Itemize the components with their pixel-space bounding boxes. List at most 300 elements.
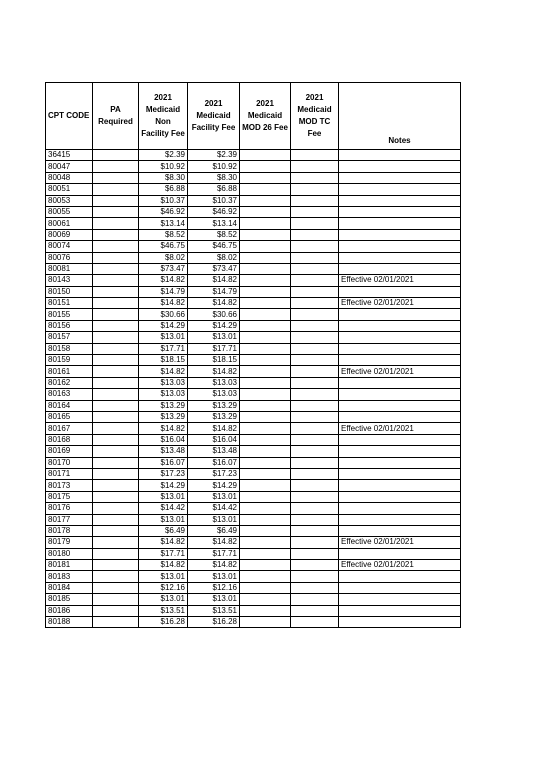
cell-modtc-fee bbox=[291, 514, 339, 525]
cell-modtc-fee bbox=[291, 184, 339, 195]
cell-pa-required bbox=[93, 480, 139, 491]
cell-pa-required bbox=[93, 389, 139, 400]
cell-modtc-fee bbox=[291, 457, 339, 468]
cell-pa-required bbox=[93, 275, 139, 286]
table-row bbox=[46, 218, 461, 229]
cell-pa-required bbox=[93, 582, 139, 593]
cell-facility-fee: $6.49 bbox=[188, 525, 240, 536]
cell-pa-required bbox=[93, 241, 139, 252]
table-row bbox=[46, 195, 461, 206]
cell-cpt-code: 80169 bbox=[46, 446, 93, 457]
table-row bbox=[46, 423, 461, 434]
cell-cpt-code: 80069 bbox=[46, 229, 93, 240]
cell-mod26-fee bbox=[240, 605, 291, 616]
cell-mod26-fee bbox=[240, 389, 291, 400]
cell-facility-fee: $13.01 bbox=[188, 514, 240, 525]
cell-non-facility-fee: $14.82 bbox=[139, 537, 188, 548]
cell-facility-fee: $13.29 bbox=[188, 400, 240, 411]
cell-facility-fee: $16.07 bbox=[188, 457, 240, 468]
cell-mod26-fee bbox=[240, 480, 291, 491]
cell-mod26-fee bbox=[240, 161, 291, 172]
cell-facility-fee: $14.82 bbox=[188, 560, 240, 571]
cell-pa-required bbox=[93, 560, 139, 571]
cell-cpt-code: 80175 bbox=[46, 491, 93, 502]
cell-mod26-fee bbox=[240, 560, 291, 571]
cell-mod26-fee bbox=[240, 229, 291, 240]
cell-pa-required bbox=[93, 503, 139, 514]
cell-notes bbox=[339, 241, 461, 252]
table-row bbox=[46, 434, 461, 445]
table-row bbox=[46, 411, 461, 422]
cell-notes bbox=[339, 457, 461, 468]
cell-modtc-fee bbox=[291, 241, 339, 252]
cell-cpt-code: 80179 bbox=[46, 537, 93, 548]
cell-facility-fee: $30.66 bbox=[188, 309, 240, 320]
cell-cpt-code: 80156 bbox=[46, 320, 93, 331]
cell-modtc-fee bbox=[291, 446, 339, 457]
cell-facility-fee: $13.29 bbox=[188, 411, 240, 422]
cell-mod26-fee bbox=[240, 298, 291, 309]
cell-modtc-fee bbox=[291, 537, 339, 548]
cell-pa-required bbox=[93, 195, 139, 206]
cell-cpt-code: 80183 bbox=[46, 571, 93, 582]
cell-pa-required bbox=[93, 411, 139, 422]
table-row bbox=[46, 503, 461, 514]
table-row bbox=[46, 332, 461, 343]
cell-mod26-fee bbox=[240, 184, 291, 195]
cell-mod26-fee bbox=[240, 377, 291, 388]
cell-notes bbox=[339, 468, 461, 479]
cell-mod26-fee bbox=[240, 320, 291, 331]
header-mod26-fee: 2021 Medicaid MOD 26 Fee bbox=[240, 83, 291, 150]
table-row bbox=[46, 309, 461, 320]
cell-non-facility-fee: $14.42 bbox=[139, 503, 188, 514]
cell-notes bbox=[339, 195, 461, 206]
cell-facility-fee: $6.88 bbox=[188, 184, 240, 195]
header-cpt-code: CPT CODE bbox=[46, 83, 93, 150]
cell-notes: Effective 02/01/2021 bbox=[339, 298, 461, 309]
cell-notes bbox=[339, 514, 461, 525]
cell-cpt-code: 80173 bbox=[46, 480, 93, 491]
cell-cpt-code: 36415 bbox=[46, 150, 93, 161]
header-notes: Notes bbox=[339, 83, 461, 150]
cell-cpt-code: 80076 bbox=[46, 252, 93, 263]
cell-cpt-code: 80171 bbox=[46, 468, 93, 479]
cell-notes: Effective 02/01/2021 bbox=[339, 275, 461, 286]
cell-pa-required bbox=[93, 184, 139, 195]
table-row bbox=[46, 343, 461, 354]
cell-pa-required bbox=[93, 366, 139, 377]
header-facility-fee: 2021 Medicaid Facility Fee bbox=[188, 83, 240, 150]
cell-notes bbox=[339, 218, 461, 229]
cell-modtc-fee bbox=[291, 605, 339, 616]
cell-non-facility-fee: $10.37 bbox=[139, 195, 188, 206]
cell-facility-fee: $16.04 bbox=[188, 434, 240, 445]
cell-cpt-code: 80159 bbox=[46, 355, 93, 366]
cell-notes bbox=[339, 309, 461, 320]
cell-mod26-fee bbox=[240, 241, 291, 252]
cell-facility-fee: $8.52 bbox=[188, 229, 240, 240]
table-row bbox=[46, 184, 461, 195]
cell-pa-required bbox=[93, 206, 139, 217]
cell-non-facility-fee: $16.28 bbox=[139, 617, 188, 628]
cell-facility-fee: $18.15 bbox=[188, 355, 240, 366]
cell-modtc-fee bbox=[291, 617, 339, 628]
cell-modtc-fee bbox=[291, 275, 339, 286]
cell-pa-required bbox=[93, 491, 139, 502]
cell-facility-fee: $13.01 bbox=[188, 491, 240, 502]
cell-mod26-fee bbox=[240, 582, 291, 593]
cell-notes bbox=[339, 332, 461, 343]
cell-modtc-fee bbox=[291, 263, 339, 274]
cell-facility-fee: $46.75 bbox=[188, 241, 240, 252]
cell-mod26-fee bbox=[240, 263, 291, 274]
cell-modtc-fee bbox=[291, 286, 339, 297]
cell-modtc-fee bbox=[291, 594, 339, 605]
cell-cpt-code: 80074 bbox=[46, 241, 93, 252]
cell-facility-fee: $17.71 bbox=[188, 343, 240, 354]
cell-mod26-fee bbox=[240, 286, 291, 297]
cell-notes bbox=[339, 229, 461, 240]
cell-modtc-fee bbox=[291, 320, 339, 331]
cell-notes bbox=[339, 605, 461, 616]
cell-non-facility-fee: $13.01 bbox=[139, 571, 188, 582]
cell-non-facility-fee: $17.23 bbox=[139, 468, 188, 479]
table-row bbox=[46, 320, 461, 331]
cell-cpt-code: 80176 bbox=[46, 503, 93, 514]
cell-notes bbox=[339, 252, 461, 263]
cell-non-facility-fee: $13.01 bbox=[139, 491, 188, 502]
cell-notes: Effective 02/01/2021 bbox=[339, 537, 461, 548]
cell-facility-fee: $10.92 bbox=[188, 161, 240, 172]
cell-mod26-fee bbox=[240, 503, 291, 514]
cell-facility-fee: $14.82 bbox=[188, 275, 240, 286]
cell-non-facility-fee: $46.92 bbox=[139, 206, 188, 217]
cell-cpt-code: 80047 bbox=[46, 161, 93, 172]
cell-pa-required bbox=[93, 571, 139, 582]
cell-notes bbox=[339, 594, 461, 605]
cell-modtc-fee bbox=[291, 229, 339, 240]
cell-pa-required bbox=[93, 434, 139, 445]
cell-cpt-code: 80177 bbox=[46, 514, 93, 525]
cell-non-facility-fee: $14.79 bbox=[139, 286, 188, 297]
cell-facility-fee: $2.39 bbox=[188, 150, 240, 161]
cell-pa-required bbox=[93, 161, 139, 172]
cell-modtc-fee bbox=[291, 343, 339, 354]
cell-cpt-code: 80184 bbox=[46, 582, 93, 593]
cell-modtc-fee bbox=[291, 503, 339, 514]
cell-facility-fee: $13.01 bbox=[188, 571, 240, 582]
cell-facility-fee: $13.01 bbox=[188, 332, 240, 343]
cell-mod26-fee bbox=[240, 514, 291, 525]
cell-modtc-fee bbox=[291, 434, 339, 445]
cell-cpt-code: 80158 bbox=[46, 343, 93, 354]
cell-non-facility-fee: $14.82 bbox=[139, 298, 188, 309]
cell-facility-fee: $8.30 bbox=[188, 172, 240, 183]
table-row bbox=[46, 172, 461, 183]
cell-modtc-fee bbox=[291, 560, 339, 571]
cell-facility-fee: $14.42 bbox=[188, 503, 240, 514]
table-row bbox=[46, 252, 461, 263]
cell-mod26-fee bbox=[240, 172, 291, 183]
cell-non-facility-fee: $6.49 bbox=[139, 525, 188, 536]
table-row bbox=[46, 377, 461, 388]
cell-modtc-fee bbox=[291, 172, 339, 183]
cell-facility-fee: $13.51 bbox=[188, 605, 240, 616]
cell-pa-required bbox=[93, 355, 139, 366]
cell-non-facility-fee: $8.02 bbox=[139, 252, 188, 263]
cell-mod26-fee bbox=[240, 343, 291, 354]
cell-facility-fee: $13.14 bbox=[188, 218, 240, 229]
cell-modtc-fee bbox=[291, 480, 339, 491]
cell-mod26-fee bbox=[240, 457, 291, 468]
cell-non-facility-fee: $16.04 bbox=[139, 434, 188, 445]
cell-modtc-fee bbox=[291, 377, 339, 388]
table-row bbox=[46, 229, 461, 240]
cell-pa-required bbox=[93, 605, 139, 616]
cell-mod26-fee bbox=[240, 594, 291, 605]
cell-notes bbox=[339, 286, 461, 297]
table-row bbox=[46, 605, 461, 616]
cell-mod26-fee bbox=[240, 366, 291, 377]
cell-mod26-fee bbox=[240, 400, 291, 411]
cell-pa-required bbox=[93, 446, 139, 457]
cell-non-facility-fee: $14.29 bbox=[139, 320, 188, 331]
cell-non-facility-fee: $14.82 bbox=[139, 423, 188, 434]
cell-mod26-fee bbox=[240, 411, 291, 422]
cell-non-facility-fee: $13.29 bbox=[139, 400, 188, 411]
cell-cpt-code: 80165 bbox=[46, 411, 93, 422]
cell-non-facility-fee: $18.15 bbox=[139, 355, 188, 366]
cell-modtc-fee bbox=[291, 309, 339, 320]
cell-non-facility-fee: $12.16 bbox=[139, 582, 188, 593]
cell-notes bbox=[339, 377, 461, 388]
cell-non-facility-fee: $8.30 bbox=[139, 172, 188, 183]
cell-mod26-fee bbox=[240, 275, 291, 286]
table-row bbox=[46, 263, 461, 274]
cell-non-facility-fee: $2.39 bbox=[139, 150, 188, 161]
table-row bbox=[46, 275, 461, 286]
cell-facility-fee: $16.28 bbox=[188, 617, 240, 628]
cell-cpt-code: 80161 bbox=[46, 366, 93, 377]
cell-facility-fee: $17.23 bbox=[188, 468, 240, 479]
cell-cpt-code: 80151 bbox=[46, 298, 93, 309]
cell-non-facility-fee: $46.75 bbox=[139, 241, 188, 252]
cell-mod26-fee bbox=[240, 446, 291, 457]
cell-notes bbox=[339, 343, 461, 354]
cell-facility-fee: $17.71 bbox=[188, 548, 240, 559]
cell-non-facility-fee: $14.82 bbox=[139, 366, 188, 377]
cell-non-facility-fee: $8.52 bbox=[139, 229, 188, 240]
table-row bbox=[46, 617, 461, 628]
cell-notes bbox=[339, 582, 461, 593]
cell-facility-fee: $13.03 bbox=[188, 377, 240, 388]
cell-facility-fee: $14.82 bbox=[188, 298, 240, 309]
table-row bbox=[46, 355, 461, 366]
cell-pa-required bbox=[93, 309, 139, 320]
cell-non-facility-fee: $13.01 bbox=[139, 594, 188, 605]
cell-non-facility-fee: $6.88 bbox=[139, 184, 188, 195]
cell-non-facility-fee: $13.01 bbox=[139, 514, 188, 525]
cell-mod26-fee bbox=[240, 525, 291, 536]
cell-modtc-fee bbox=[291, 161, 339, 172]
cell-modtc-fee bbox=[291, 400, 339, 411]
cell-facility-fee: $14.29 bbox=[188, 320, 240, 331]
cell-non-facility-fee: $14.82 bbox=[139, 275, 188, 286]
cell-cpt-code: 80055 bbox=[46, 206, 93, 217]
cell-pa-required bbox=[93, 150, 139, 161]
cell-modtc-fee bbox=[291, 582, 339, 593]
cell-non-facility-fee: $13.03 bbox=[139, 389, 188, 400]
cell-modtc-fee bbox=[291, 548, 339, 559]
cell-non-facility-fee: $17.71 bbox=[139, 548, 188, 559]
table-row bbox=[46, 594, 461, 605]
cell-mod26-fee bbox=[240, 252, 291, 263]
header-row bbox=[46, 83, 461, 150]
cell-modtc-fee bbox=[291, 411, 339, 422]
cell-cpt-code: 80143 bbox=[46, 275, 93, 286]
table-row bbox=[46, 491, 461, 502]
table-row bbox=[46, 468, 461, 479]
cell-non-facility-fee: $73.47 bbox=[139, 263, 188, 274]
table-row bbox=[46, 286, 461, 297]
cell-cpt-code: 80048 bbox=[46, 172, 93, 183]
cell-cpt-code: 80157 bbox=[46, 332, 93, 343]
cell-mod26-fee bbox=[240, 150, 291, 161]
cell-notes bbox=[339, 206, 461, 217]
cell-pa-required bbox=[93, 343, 139, 354]
cell-modtc-fee bbox=[291, 195, 339, 206]
cell-mod26-fee bbox=[240, 434, 291, 445]
header-modtc-fee: 2021 Medicaid MOD TC Fee bbox=[291, 83, 339, 150]
cell-pa-required bbox=[93, 400, 139, 411]
cell-notes bbox=[339, 491, 461, 502]
cell-pa-required bbox=[93, 332, 139, 343]
table-row bbox=[46, 298, 461, 309]
table-row bbox=[46, 560, 461, 571]
cell-facility-fee: $14.82 bbox=[188, 423, 240, 434]
table-row bbox=[46, 161, 461, 172]
cell-pa-required bbox=[93, 286, 139, 297]
cell-pa-required bbox=[93, 548, 139, 559]
cell-notes bbox=[339, 480, 461, 491]
cell-cpt-code: 80081 bbox=[46, 263, 93, 274]
cell-pa-required bbox=[93, 172, 139, 183]
table-row bbox=[46, 582, 461, 593]
cell-modtc-fee bbox=[291, 332, 339, 343]
cell-notes bbox=[339, 172, 461, 183]
table-row bbox=[46, 548, 461, 559]
cell-pa-required bbox=[93, 537, 139, 548]
cell-mod26-fee bbox=[240, 537, 291, 548]
cell-pa-required bbox=[93, 252, 139, 263]
cell-non-facility-fee: $13.03 bbox=[139, 377, 188, 388]
cell-cpt-code: 80178 bbox=[46, 525, 93, 536]
cell-facility-fee: $8.02 bbox=[188, 252, 240, 263]
table-row bbox=[46, 446, 461, 457]
cell-facility-fee: $14.82 bbox=[188, 366, 240, 377]
table-row bbox=[46, 206, 461, 217]
cell-cpt-code: 80188 bbox=[46, 617, 93, 628]
cell-non-facility-fee: $13.48 bbox=[139, 446, 188, 457]
cell-notes bbox=[339, 571, 461, 582]
cell-modtc-fee bbox=[291, 150, 339, 161]
cell-pa-required bbox=[93, 298, 139, 309]
cell-cpt-code: 80163 bbox=[46, 389, 93, 400]
cell-pa-required bbox=[93, 218, 139, 229]
cell-cpt-code: 80164 bbox=[46, 400, 93, 411]
cell-mod26-fee bbox=[240, 195, 291, 206]
cell-mod26-fee bbox=[240, 617, 291, 628]
cell-mod26-fee bbox=[240, 468, 291, 479]
cell-pa-required bbox=[93, 377, 139, 388]
cell-cpt-code: 80168 bbox=[46, 434, 93, 445]
cell-modtc-fee bbox=[291, 298, 339, 309]
table-row bbox=[46, 514, 461, 525]
header-non-facility-fee: 2021 Medicaid Non Facility Fee bbox=[139, 83, 188, 150]
cell-mod26-fee bbox=[240, 571, 291, 582]
cell-cpt-code: 80051 bbox=[46, 184, 93, 195]
cell-mod26-fee bbox=[240, 218, 291, 229]
cell-non-facility-fee: $17.71 bbox=[139, 343, 188, 354]
cell-facility-fee: $10.37 bbox=[188, 195, 240, 206]
table-body bbox=[46, 150, 461, 628]
cell-notes: Effective 02/01/2021 bbox=[339, 560, 461, 571]
table-row bbox=[46, 400, 461, 411]
cell-cpt-code: 80053 bbox=[46, 195, 93, 206]
cell-notes bbox=[339, 446, 461, 457]
cell-modtc-fee bbox=[291, 468, 339, 479]
cell-pa-required bbox=[93, 617, 139, 628]
fee-schedule-table bbox=[45, 82, 461, 628]
table-row bbox=[46, 389, 461, 400]
cell-facility-fee: $46.92 bbox=[188, 206, 240, 217]
cell-facility-fee: $73.47 bbox=[188, 263, 240, 274]
cell-non-facility-fee: $30.66 bbox=[139, 309, 188, 320]
cell-cpt-code: 80155 bbox=[46, 309, 93, 320]
cell-pa-required bbox=[93, 229, 139, 240]
cell-cpt-code: 80162 bbox=[46, 377, 93, 388]
cell-modtc-fee bbox=[291, 525, 339, 536]
cell-cpt-code: 80181 bbox=[46, 560, 93, 571]
table-row bbox=[46, 480, 461, 491]
cell-non-facility-fee: $13.29 bbox=[139, 411, 188, 422]
cell-non-facility-fee: $13.01 bbox=[139, 332, 188, 343]
cell-pa-required bbox=[93, 457, 139, 468]
cell-notes bbox=[339, 355, 461, 366]
cell-modtc-fee bbox=[291, 389, 339, 400]
cell-facility-fee: $12.16 bbox=[188, 582, 240, 593]
cell-facility-fee: $13.01 bbox=[188, 594, 240, 605]
cell-cpt-code: 80150 bbox=[46, 286, 93, 297]
cell-mod26-fee bbox=[240, 309, 291, 320]
cell-cpt-code: 80186 bbox=[46, 605, 93, 616]
cell-cpt-code: 80167 bbox=[46, 423, 93, 434]
cell-cpt-code: 80180 bbox=[46, 548, 93, 559]
cell-modtc-fee bbox=[291, 491, 339, 502]
cell-modtc-fee bbox=[291, 366, 339, 377]
cell-notes bbox=[339, 525, 461, 536]
cell-pa-required bbox=[93, 525, 139, 536]
cell-non-facility-fee: $14.29 bbox=[139, 480, 188, 491]
cell-notes bbox=[339, 617, 461, 628]
cell-facility-fee: $14.29 bbox=[188, 480, 240, 491]
table-row bbox=[46, 150, 461, 161]
table-row bbox=[46, 537, 461, 548]
cell-modtc-fee bbox=[291, 218, 339, 229]
cell-cpt-code: 80170 bbox=[46, 457, 93, 468]
cell-modtc-fee bbox=[291, 423, 339, 434]
